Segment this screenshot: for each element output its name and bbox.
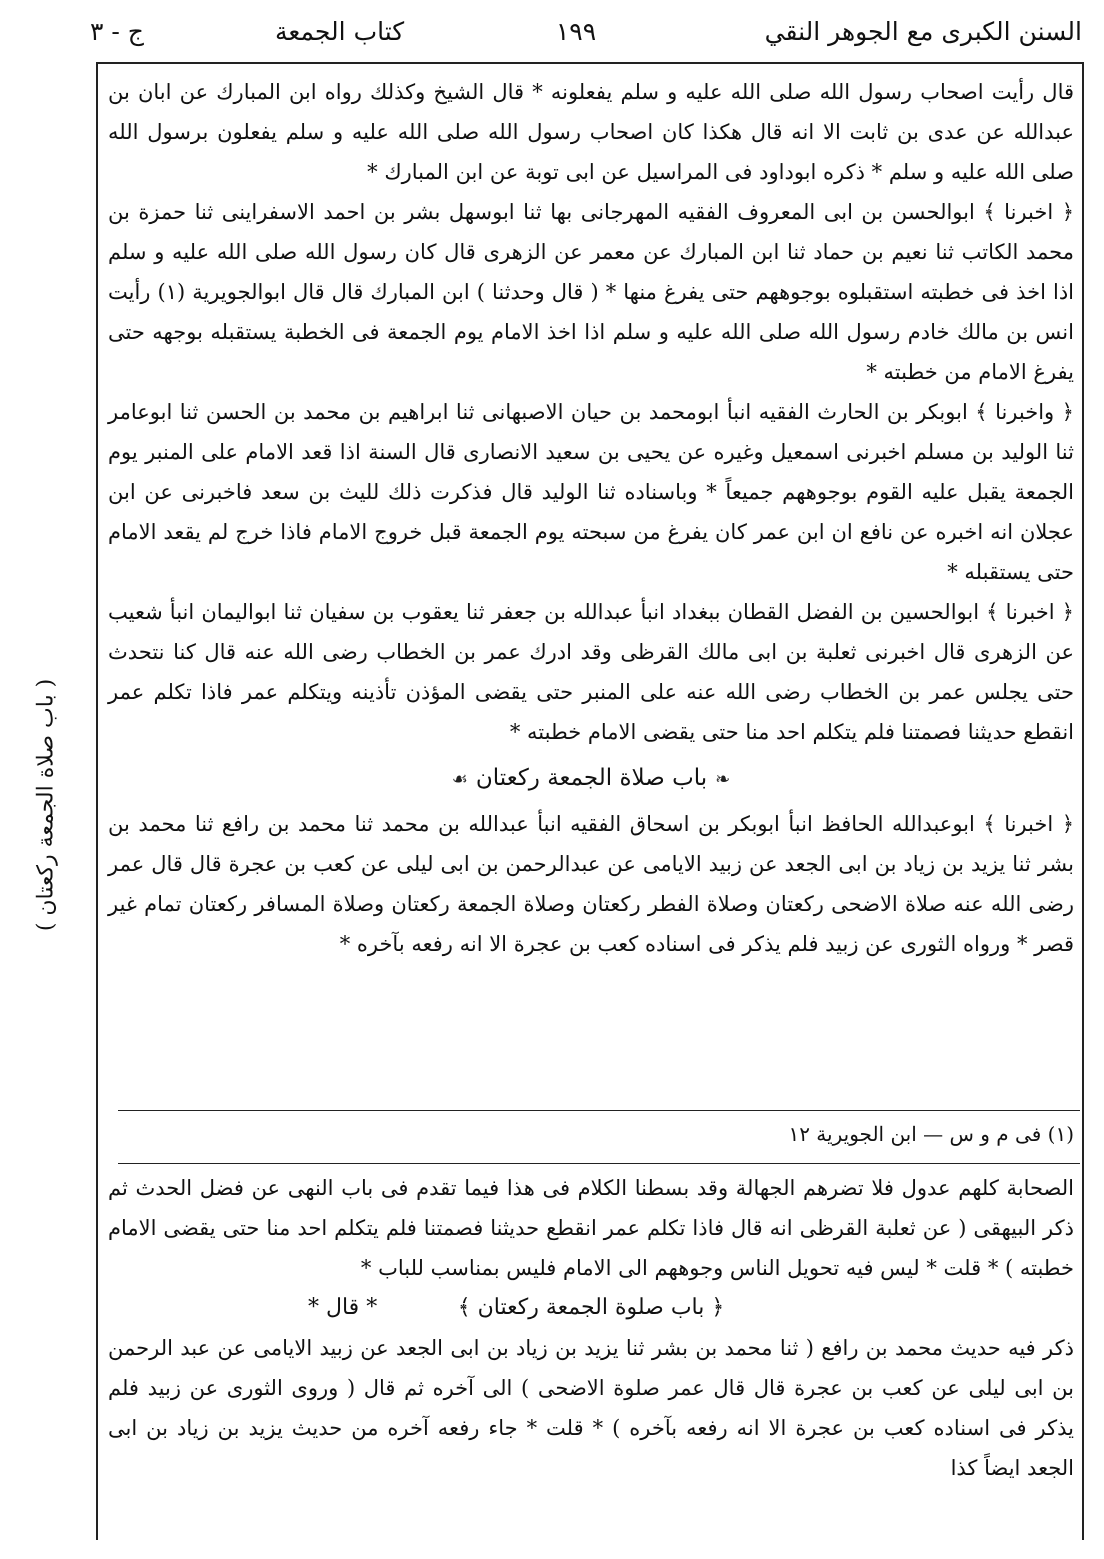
volume-label: ج - ٣ bbox=[90, 17, 144, 46]
section-heading bbox=[108, 758, 1074, 800]
margin-note bbox=[6, 678, 86, 932]
running-header bbox=[70, 10, 1082, 54]
main-paragraph: ﴿ واخبرنا ﴾ ابوبكر بن الحارث الفقيه انبأ ابومحمد بن حيان الاصبهانى ثنا ابراهيم بن محمد بن الحسن ثنا ابوعامر ثنا الوليد بن مسلم اخبرنى اسمعيل وغيره عن يحيى بن سعيد الانصارى قال السنة اذا قعد الامام على المنبر يوم الجمعة يقبل عليه القوم بوجوههم جميعاً * وباسناده ثنا الوليد قال فذكرت ذلك لليث بن سعد فاخبرنى عن ابن عجلان انه اخبره عن نافع ان ابن عمر كان يفرغ من سبحته يوم الجمعة قبل خروج الامام فاذا خرج لم يقعد الامام حتى يستقبله * bbox=[108, 400, 1074, 584]
chapter-title: كتاب الجمعة bbox=[275, 17, 405, 46]
commentary-heading-text: ﴿ باب صلوة الجمعة ركعتان ﴾ bbox=[457, 1295, 725, 1320]
commentary-paragraph: ذكر فيه حديث محمد بن رافع ( ثنا محمد بن بشر ثنا يزيد بن زياد بن ابى الجعد عن زبيد الايامى عن عبد الرحمن بن ابى ليلى عن كعب بن عجرة قال قال عمر صلوة الاضحى ) الى آخره ثم قال ( وروى الثورى عن زبيد فلم يذكر فى اسناده كعب بن عجرة الا انه رفعه بآخره ) * قلت * جاء رفعه آخره من حديث يزيد بن زياد بن ابى الجعد ايضاً كذا bbox=[108, 1336, 1074, 1480]
main-paragraph: قال رأيت اصحاب رسول الله صلى الله عليه و سلم يفعلونه * قال الشيخ وكذلك رواه ابن المبارك عن ابان بن عبدالله عن عدى بن ثابت الا انه قال هكذا كان اصحاب رسول الله صلى الله عليه و سلم يفعلون برسول الله صلى الله عليه و سلم * ذكره ابوداود فى المراسيل عن ابى توبة عن ابن المبارك * bbox=[108, 80, 1074, 184]
footnote: (١) فى م و س — ابن الجويرية ١٢ bbox=[788, 1122, 1074, 1146]
commentary-qala: * قال * bbox=[308, 1295, 378, 1320]
margin-note-text: ( باب صلاة الجمعة ركعتان ) bbox=[33, 678, 59, 932]
main-paragraph: ﴿ اخبرنا ﴾ ابوالحسن بن ابى المعروف الفقيه المهرجانى بها ثنا ابوسهل بشر بن احمد الاسفراينى ثنا حمزة بن محمد الكاتب ثنا نعيم بن حماد ثنا ابن المبارك عن معمر عن الزهرى قال كان رسول الله صلى الله عليه و سلم اذا اخذ فى خطبته استقبلوه بوجوههم حتى يفرغ منها * ( قال وحدثنا ) ابن المبارك قال قال ابوالجويرية (١) رأيت انس بن مالك خادم رسول الله صلى الله عليه و سلم اذا اخذ الامام يوم الجمعة فى الخطبة يستقبله بوجهه حتى يفرغ الامام من خطبته * bbox=[108, 200, 1074, 384]
ornament-icon: ☙ bbox=[451, 769, 468, 790]
section-paragraph: ﴿ اخبرنا ﴾ ابوعبدالله الحافظ انبأ ابوبكر بن اسحاق الفقيه انبأ عبدالله بن محمد ثنا محمد بن رافع ثنا محمد بن بشر ثنا يزيد بن زياد بن ابى الجعد عن زبيد الايامى عن عبدالرحمن بن ابى ليلى عن كعب بن عجرة قال قال عمر رضى الله عنه صلاة الاضحى ركعتان وصلاة الفطر ركعتان وصلاة الجمعة ركعتان وصلاة المسافر ركعتان تمام غير قصر * ورواه الثورى عن زبيد فلم يذكر فى اسناده كعب بن عجرة الا انه رفعه بآخره * bbox=[108, 812, 1074, 956]
main-text bbox=[108, 72, 1074, 964]
book-title: السنن الكبرى مع الجوهر النقي bbox=[764, 17, 1082, 46]
ornament-icon: ❧ bbox=[715, 769, 731, 790]
page-number: ١٩٩ bbox=[555, 17, 597, 46]
main-paragraph: ﴿ اخبرنا ﴾ ابوالحسين بن الفضل القطان ببغداد انبأ عبدالله بن جعفر ثنا يعقوب بن سفيان ثنا ابواليمان انبأ شعيب عن الزهرى قال اخبرنى ثعلبة بن ابى مالك القرظى وقد ادرك عمر بن الخطاب رضى الله عنه قال كنا نتحدث حتى يجلس عمر بن الخطاب رضى الله عنه على المنبر حتى يقضى المؤذن تأذينه ويتكلم عمر فاذا تكلم عمر انقطع حديثنا فصمتنا فلم يتكلم احد منا حتى يقضى الامام خطبته * bbox=[108, 600, 1074, 744]
commentary-heading bbox=[108, 1288, 1074, 1328]
commentary-paragraph: الصحابة كلهم عدول فلا تضرهم الجهالة وقد بسطنا الكلام فى هذا فيما تقدم فى باب النهى عن فضل الحدث ثم ذكر البيهقى ( عن ثعلبة القرظى انه قال فاذا تكلم عمر انقطع حديثنا فصمتنا فلم يتكلم احد منا حتى يقضى الامام خطبته ) * قلت * ليس فيه تحويل الناس وجوههم الى الامام فليس بمناسب للباب * bbox=[108, 1176, 1074, 1280]
section-heading-text: باب صلاة الجمعة ركعتان bbox=[475, 765, 708, 791]
commentary bbox=[108, 1168, 1074, 1488]
commentary-divider bbox=[118, 1163, 1080, 1164]
footnote-divider bbox=[118, 1110, 1080, 1111]
